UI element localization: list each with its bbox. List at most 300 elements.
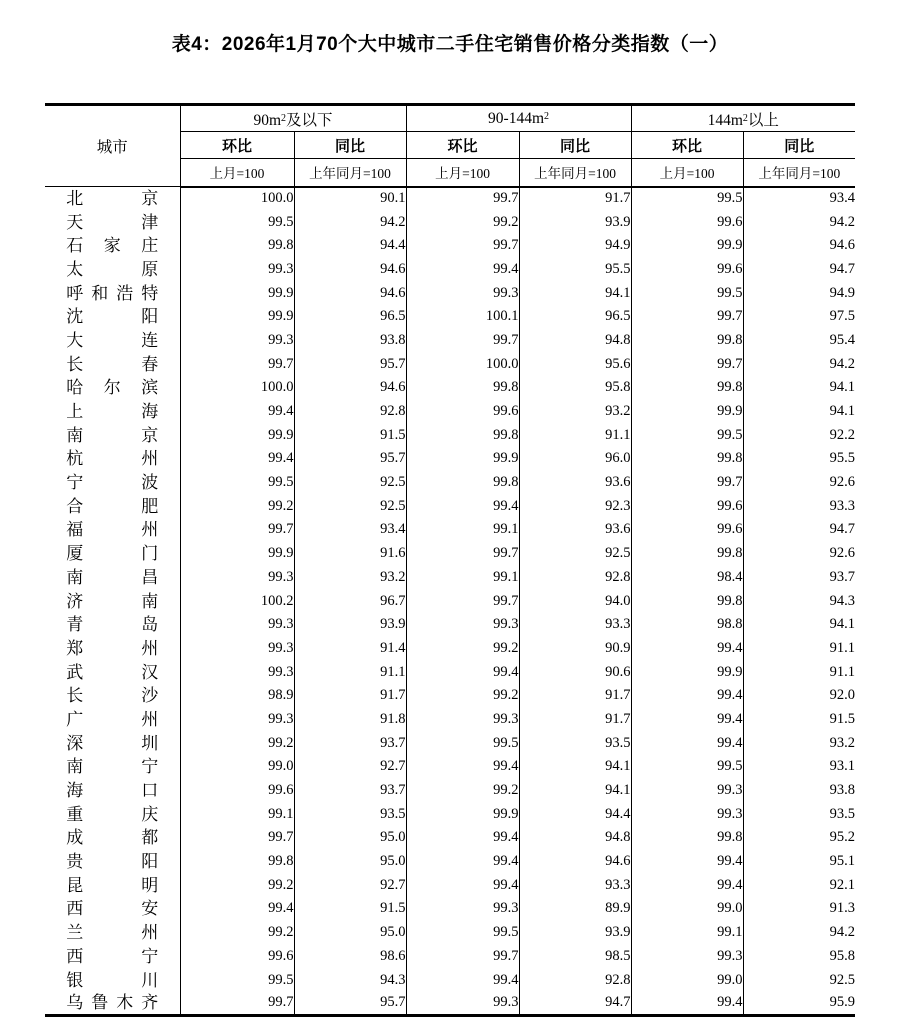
city-name: 上 海 (45, 400, 180, 424)
index-value: 95.7 (294, 447, 406, 471)
index-value: 99.9 (631, 234, 743, 258)
mom-base-header-g1: 上月=100 (180, 159, 294, 187)
index-value: 99.0 (631, 897, 743, 921)
index-value: 92.8 (294, 400, 406, 424)
yoy-base-header-g2: 上年同月=100 (519, 159, 631, 187)
index-value: 94.6 (519, 850, 631, 874)
size-label-suffix: 以上 (747, 111, 779, 129)
table-row (45, 471, 855, 495)
table-row (45, 921, 855, 945)
index-value: 94.1 (519, 779, 631, 803)
superscript-2: 2 (742, 112, 748, 124)
index-value: 99.4 (631, 850, 743, 874)
index-value: 98.4 (631, 566, 743, 590)
city-name: 银 川 (45, 968, 180, 992)
index-value: 93.4 (829, 190, 856, 207)
index-value: 93.1 (829, 758, 856, 775)
city-name: 合 肥 (45, 494, 180, 518)
table-row (45, 376, 855, 400)
index-value: 99.7 (180, 518, 294, 542)
mom-header-g3: 环比 (631, 132, 743, 159)
city-name: 南 昌 (45, 566, 180, 590)
index-value: 93.2 (294, 566, 406, 590)
index-value: 98.8 (631, 613, 743, 637)
index-value: 96.0 (519, 447, 631, 471)
superscript-2: 2 (281, 112, 287, 124)
table-row (45, 305, 855, 329)
index-value: 91.3 (829, 900, 856, 917)
yoy-header-g1: 同比 (294, 132, 406, 159)
index-value: 99.4 (406, 494, 519, 518)
index-value: 93.7 (294, 779, 406, 803)
size-label: 90m (253, 111, 282, 129)
index-value: 100.1 (406, 305, 519, 329)
index-value: 91.1 (519, 423, 631, 447)
mom-header-g2: 环比 (406, 132, 519, 159)
index-value: 94.1 (519, 281, 631, 305)
index-value: 93.7 (294, 731, 406, 755)
size-group-header-under-90 (180, 105, 406, 132)
price-index-table (45, 103, 855, 1017)
city-name: 昆 明 (45, 873, 180, 897)
table-row (45, 897, 855, 921)
index-value: 91.6 (294, 542, 406, 566)
index-value: 96.7 (294, 589, 406, 613)
index-value: 99.9 (631, 400, 743, 424)
index-value: 98.5 (519, 945, 631, 969)
index-value: 99.3 (406, 897, 519, 921)
index-value: 99.4 (631, 708, 743, 732)
index-value: 99.3 (631, 779, 743, 803)
table-row (45, 329, 855, 353)
index-value: 99.4 (406, 968, 519, 992)
index-value: 90.1 (294, 187, 406, 211)
index-value: 99.8 (406, 423, 519, 447)
index-value: 99.4 (631, 684, 743, 708)
index-value: 99.2 (406, 779, 519, 803)
index-value: 95.2 (829, 829, 856, 846)
index-value: 92.7 (294, 755, 406, 779)
index-value: 94.1 (829, 379, 856, 396)
index-value: 99.2 (180, 873, 294, 897)
index-value: 95.0 (294, 826, 406, 850)
index-value: 95.1 (829, 853, 856, 870)
table-body (45, 187, 855, 1016)
index-value: 100.0 (180, 187, 294, 211)
index-value: 91.1 (829, 663, 856, 680)
index-value: 94.0 (519, 589, 631, 613)
city-name: 石 家 庄 (45, 234, 180, 258)
yoy-header-g2: 同比 (519, 132, 631, 159)
city-name: 广 州 (45, 708, 180, 732)
city-name: 厦 门 (45, 542, 180, 566)
index-value: 93.2 (519, 400, 631, 424)
table-row (45, 992, 855, 1016)
city-name: 乌 鲁 木 齐 (45, 992, 180, 1016)
index-value: 92.6 (829, 474, 856, 491)
index-value: 99.8 (631, 589, 743, 613)
index-value: 94.2 (829, 924, 856, 941)
city-name: 重 庆 (45, 802, 180, 826)
index-value: 99.4 (180, 447, 294, 471)
index-value: 95.5 (519, 258, 631, 282)
index-value: 92.5 (519, 542, 631, 566)
table-row (45, 779, 855, 803)
table-row (45, 873, 855, 897)
index-value: 99.6 (180, 945, 294, 969)
index-value: 99.7 (406, 589, 519, 613)
index-value: 95.7 (294, 352, 406, 376)
city-name: 福 州 (45, 518, 180, 542)
index-value: 92.1 (829, 876, 856, 893)
index-value: 99.3 (180, 566, 294, 590)
index-value: 93.4 (294, 518, 406, 542)
index-value: 91.1 (829, 639, 856, 656)
index-value: 93.2 (829, 734, 856, 751)
index-value: 99.6 (631, 494, 743, 518)
index-value: 93.5 (294, 802, 406, 826)
index-value: 94.9 (519, 234, 631, 258)
index-value: 99.7 (406, 329, 519, 353)
city-column-header: 城市 (45, 105, 180, 187)
index-value: 99.9 (406, 447, 519, 471)
index-value: 92.2 (829, 426, 856, 443)
index-value: 99.2 (406, 637, 519, 661)
table-row (45, 258, 855, 282)
index-value: 94.2 (829, 213, 856, 230)
size-group-header-over-144 (631, 105, 855, 132)
table-row (45, 447, 855, 471)
index-value: 91.5 (829, 710, 856, 727)
index-value: 100.0 (180, 376, 294, 400)
page-title: 表4：2026年1月70个大中城市二手住宅销售价格分类指数（一） (171, 34, 729, 55)
size-group-header-90-144 (406, 105, 631, 132)
index-value: 99.7 (180, 826, 294, 850)
index-value: 99.1 (406, 566, 519, 590)
index-value: 93.3 (519, 613, 631, 637)
index-value: 96.5 (294, 305, 406, 329)
index-value: 91.7 (519, 708, 631, 732)
index-value: 99.8 (631, 826, 743, 850)
index-value: 99.4 (406, 258, 519, 282)
index-value: 94.2 (829, 355, 856, 372)
city-name: 哈 尔 滨 (45, 376, 180, 400)
index-value: 99.3 (406, 708, 519, 732)
index-value: 91.1 (294, 660, 406, 684)
index-value: 99.2 (180, 494, 294, 518)
city-name: 西 安 (45, 897, 180, 921)
index-value: 99.6 (180, 779, 294, 803)
city-name: 太 原 (45, 258, 180, 282)
index-value: 99.3 (180, 660, 294, 684)
index-value: 99.3 (180, 613, 294, 637)
index-value: 99.8 (631, 542, 743, 566)
table-row (45, 281, 855, 305)
table-row (45, 826, 855, 850)
index-value: 99.4 (631, 873, 743, 897)
table-row (45, 400, 855, 424)
city-name: 长 沙 (45, 684, 180, 708)
index-value: 99.0 (631, 968, 743, 992)
index-value: 99.3 (631, 802, 743, 826)
city-name: 长 春 (45, 352, 180, 376)
index-value: 99.5 (631, 423, 743, 447)
index-value: 99.6 (406, 400, 519, 424)
index-value: 92.5 (294, 471, 406, 495)
yoy-header-g3: 同比 (743, 132, 855, 159)
table-row (45, 637, 855, 661)
index-value: 93.9 (294, 613, 406, 637)
index-value: 93.8 (829, 782, 856, 799)
index-value: 95.4 (829, 331, 856, 348)
index-value: 99.1 (406, 518, 519, 542)
index-value: 99.5 (180, 471, 294, 495)
index-value: 99.7 (406, 542, 519, 566)
index-value: 99.4 (406, 755, 519, 779)
index-value: 99.7 (406, 187, 519, 211)
index-value: 94.4 (294, 234, 406, 258)
mom-base-header-g2: 上月=100 (406, 159, 519, 187)
index-value: 99.7 (406, 234, 519, 258)
index-value: 91.5 (294, 423, 406, 447)
index-value: 92.5 (294, 494, 406, 518)
table-row (45, 210, 855, 234)
index-value: 93.6 (519, 471, 631, 495)
index-value: 94.6 (829, 237, 856, 254)
size-label-suffix: 及以下 (286, 111, 333, 129)
city-name: 沈 阳 (45, 305, 180, 329)
index-value: 94.1 (829, 616, 856, 633)
table-row (45, 494, 855, 518)
index-value: 93.3 (829, 497, 856, 514)
index-value: 94.3 (829, 592, 856, 609)
index-value: 94.8 (519, 826, 631, 850)
table-row (45, 542, 855, 566)
index-value: 99.4 (180, 897, 294, 921)
index-value: 99.4 (406, 873, 519, 897)
index-value: 99.3 (180, 258, 294, 282)
city-name: 呼 和 浩 特 (45, 281, 180, 305)
index-value: 100.0 (406, 352, 519, 376)
index-value: 93.6 (519, 518, 631, 542)
index-value: 99.7 (406, 945, 519, 969)
index-value: 99.3 (631, 945, 743, 969)
index-value: 99.5 (406, 921, 519, 945)
index-value: 89.9 (519, 897, 631, 921)
index-value: 94.8 (519, 329, 631, 353)
index-value: 93.8 (294, 329, 406, 353)
table-row (45, 945, 855, 969)
size-group-row (45, 105, 855, 132)
index-value: 94.4 (519, 802, 631, 826)
index-value: 99.6 (631, 258, 743, 282)
index-value: 92.8 (519, 566, 631, 590)
table-row (45, 234, 855, 258)
table-row (45, 708, 855, 732)
index-value: 100.2 (180, 589, 294, 613)
size-label: 90-144m (488, 109, 544, 127)
table-row (45, 352, 855, 376)
index-value: 99.3 (406, 613, 519, 637)
index-value: 92.8 (519, 968, 631, 992)
city-name: 南 宁 (45, 755, 180, 779)
mom-base-header-g3: 上月=100 (631, 159, 743, 187)
index-value: 94.1 (829, 403, 856, 420)
index-value: 99.2 (406, 684, 519, 708)
index-value: 99.9 (180, 281, 294, 305)
index-value: 99.2 (406, 210, 519, 234)
index-value: 93.9 (519, 210, 631, 234)
index-value: 99.3 (406, 281, 519, 305)
index-value: 99.8 (406, 376, 519, 400)
index-value: 99.4 (180, 400, 294, 424)
city-name: 宁 波 (45, 471, 180, 495)
index-value: 99.5 (406, 731, 519, 755)
city-name: 郑 州 (45, 637, 180, 661)
city-name: 西 宁 (45, 945, 180, 969)
table-row (45, 518, 855, 542)
index-value: 99.7 (631, 471, 743, 495)
size-label: 144m (707, 111, 743, 129)
index-value: 99.7 (631, 305, 743, 329)
city-name: 杭 州 (45, 447, 180, 471)
index-value: 93.7 (829, 568, 856, 585)
index-value: 98.6 (294, 945, 406, 969)
index-value: 97.5 (829, 308, 856, 325)
yoy-base-header-g3: 上年同月=100 (743, 159, 855, 187)
index-value: 94.7 (519, 992, 631, 1016)
index-value: 99.3 (180, 329, 294, 353)
city-name: 北 京 (45, 187, 180, 211)
index-value: 91.7 (294, 684, 406, 708)
index-value: 95.7 (294, 992, 406, 1016)
index-value: 91.8 (294, 708, 406, 732)
index-value: 99.4 (406, 850, 519, 874)
index-value: 95.8 (519, 376, 631, 400)
city-name: 武 汉 (45, 660, 180, 684)
index-value: 99.9 (406, 802, 519, 826)
index-value: 94.6 (294, 258, 406, 282)
index-value: 99.2 (180, 731, 294, 755)
index-value: 92.7 (294, 873, 406, 897)
index-value: 99.2 (180, 921, 294, 945)
index-value: 95.5 (829, 450, 856, 467)
city-name: 兰 州 (45, 921, 180, 945)
table-row (45, 755, 855, 779)
table-row (45, 684, 855, 708)
city-name: 成 都 (45, 826, 180, 850)
index-value: 99.4 (406, 826, 519, 850)
index-value: 99.6 (631, 210, 743, 234)
index-value: 93.3 (519, 873, 631, 897)
index-value: 99.7 (180, 992, 294, 1016)
index-value: 91.7 (519, 187, 631, 211)
table-row (45, 613, 855, 637)
index-value: 92.6 (829, 545, 856, 562)
index-value: 91.4 (294, 637, 406, 661)
index-value: 99.4 (631, 992, 743, 1016)
table-row (45, 566, 855, 590)
index-value: 91.5 (294, 897, 406, 921)
table-row (45, 802, 855, 826)
index-value: 99.3 (180, 637, 294, 661)
table-row (45, 731, 855, 755)
index-value: 99.5 (631, 281, 743, 305)
index-value: 99.3 (406, 992, 519, 1016)
index-value: 92.3 (519, 494, 631, 518)
index-value: 95.9 (829, 994, 856, 1011)
index-value: 99.5 (631, 755, 743, 779)
index-value: 99.9 (180, 305, 294, 329)
city-name: 海 口 (45, 779, 180, 803)
table-row (45, 589, 855, 613)
index-value: 99.8 (631, 376, 743, 400)
city-name: 贵 阳 (45, 850, 180, 874)
index-value: 95.0 (294, 921, 406, 945)
index-value: 95.8 (829, 947, 856, 964)
city-name: 深 圳 (45, 731, 180, 755)
table-row (45, 968, 855, 992)
table-row (45, 660, 855, 684)
index-value: 95.0 (294, 850, 406, 874)
index-value: 96.5 (519, 305, 631, 329)
index-value: 99.8 (631, 329, 743, 353)
index-value: 94.6 (294, 281, 406, 305)
index-value: 99.6 (631, 518, 743, 542)
index-value: 99.9 (631, 660, 743, 684)
mom-header-g1: 环比 (180, 132, 294, 159)
index-value: 94.6 (294, 376, 406, 400)
index-value: 93.5 (829, 805, 856, 822)
index-value: 92.5 (829, 971, 856, 988)
city-name: 天 津 (45, 210, 180, 234)
index-value: 99.5 (631, 187, 743, 211)
index-value: 91.7 (519, 684, 631, 708)
index-value: 99.7 (631, 352, 743, 376)
city-name: 青 岛 (45, 613, 180, 637)
index-value: 90.9 (519, 637, 631, 661)
index-value: 99.1 (180, 802, 294, 826)
city-name: 南 京 (45, 423, 180, 447)
table-row (45, 850, 855, 874)
index-value: 94.3 (294, 968, 406, 992)
table-row (45, 423, 855, 447)
index-value: 94.2 (294, 210, 406, 234)
yoy-base-header-g1: 上年同月=100 (294, 159, 406, 187)
index-value: 99.8 (631, 447, 743, 471)
index-value: 99.9 (180, 423, 294, 447)
index-value: 99.4 (631, 637, 743, 661)
index-value: 99.3 (180, 708, 294, 732)
index-value: 92.0 (829, 687, 856, 704)
city-name: 大 连 (45, 329, 180, 353)
superscript-2: 2 (544, 110, 549, 122)
index-value: 99.7 (180, 352, 294, 376)
index-value: 99.0 (180, 755, 294, 779)
table-row (45, 187, 855, 211)
index-value: 99.4 (406, 660, 519, 684)
city-name: 济 南 (45, 589, 180, 613)
index-value: 98.9 (180, 684, 294, 708)
index-value: 94.7 (829, 260, 856, 277)
index-value: 99.5 (180, 210, 294, 234)
index-value: 93.5 (519, 731, 631, 755)
index-value: 95.6 (519, 352, 631, 376)
index-value: 99.4 (631, 731, 743, 755)
index-value: 94.7 (829, 521, 856, 538)
table-header (45, 105, 855, 187)
index-value: 99.9 (180, 542, 294, 566)
